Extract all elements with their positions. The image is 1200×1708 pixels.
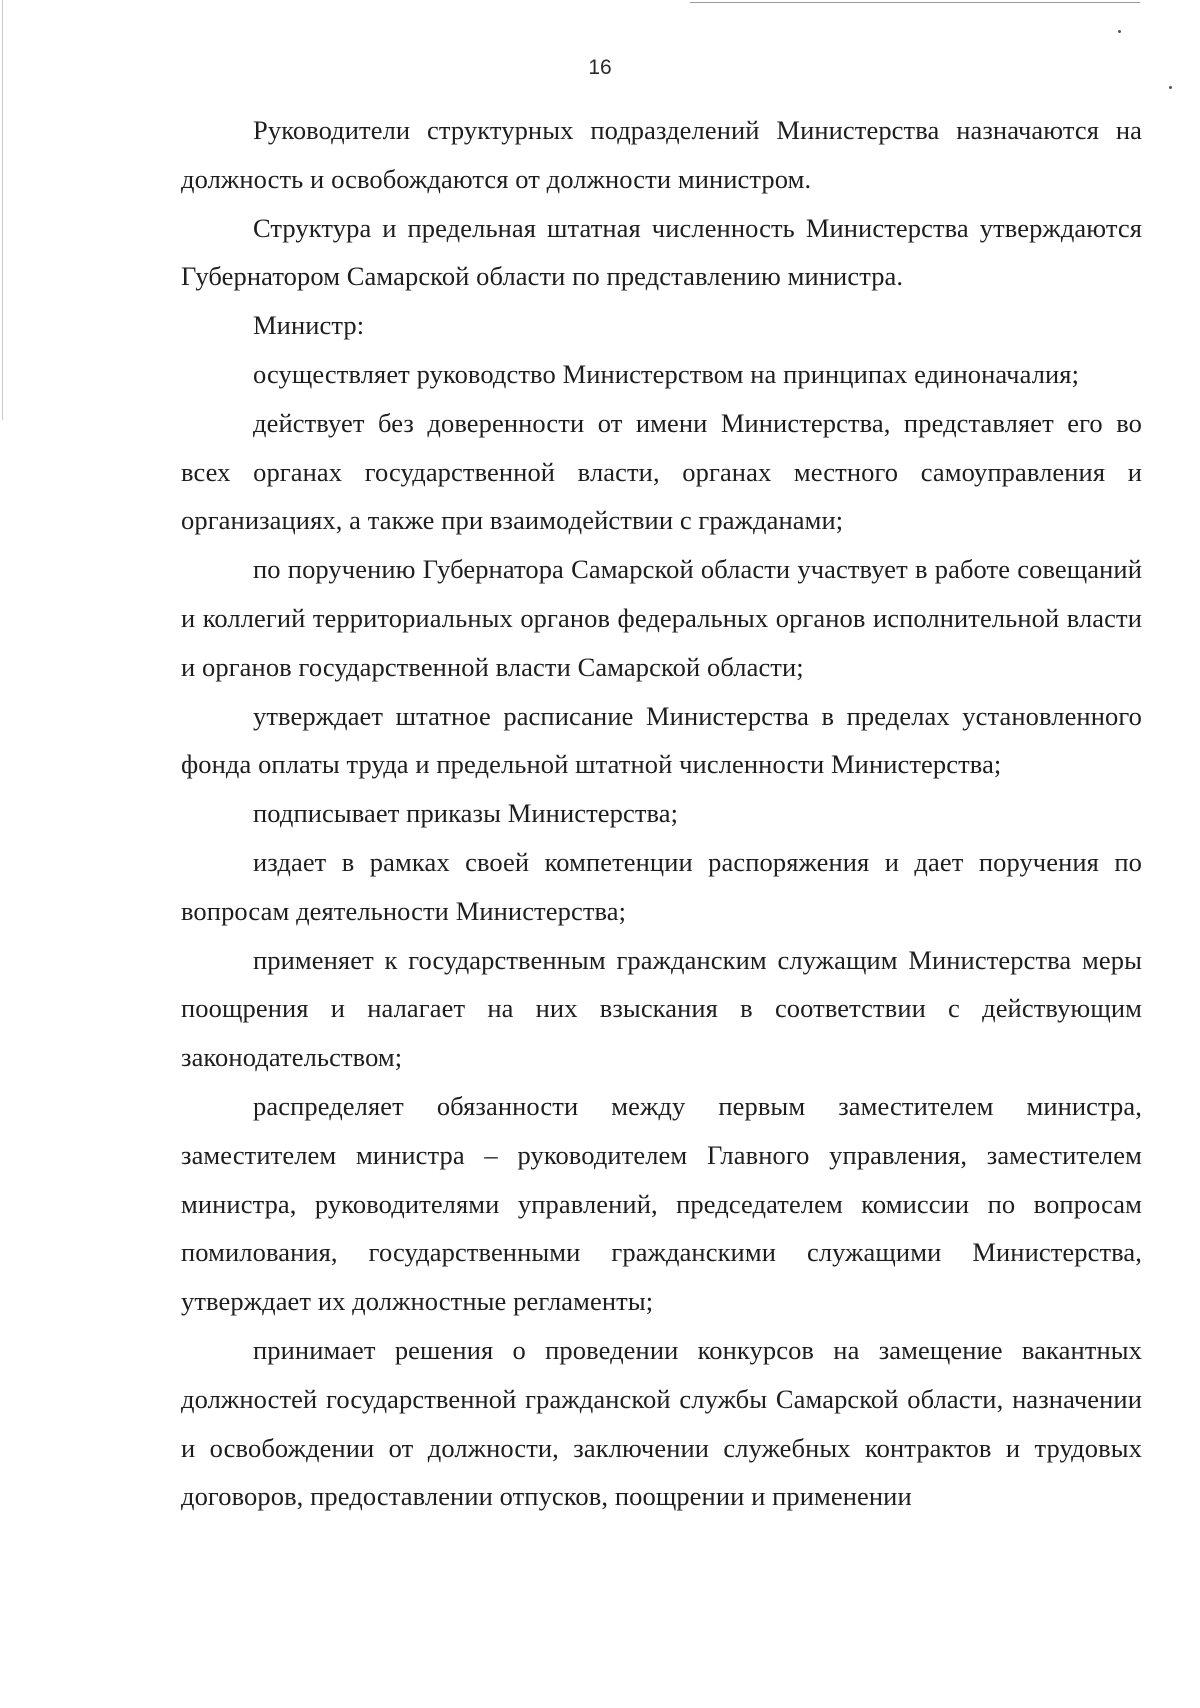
paragraph: Структура и предельная штатная численность Министерства утверждаются Губернатором Самарской области по представлению министра. [181,212,1142,292]
document-body [181,106,1142,1521]
paragraph: издает в рамках своей компетенции распоряжения и дает поручения по вопросам деятельности Министерства; [181,846,1142,926]
paragraph: подписывает приказы Министерства; [253,798,679,829]
scan-dot [1169,86,1172,89]
paragraph: Министр: [253,310,365,341]
paragraph: принимает решения о проведении конкурсов на замещение вакантных должностей государственной гражданской службы Самарской области, назначении и освобождении от должности, заключении служебных контрактов и трудовых договоров, предоставлении отпусков, поощрении и применении [181,1334,1142,1512]
paragraph: действует без доверенности от имени Министерства, представляет его во всех органах государственной власти, органах местного самоуправления и организациях, а также при взаимодействии с гражданами; [181,407,1142,536]
paragraph: применяет к государственным гражданским служащим Министерства меры поощрения и налагает на них взыскания в соответствии с действующим законодательством; [181,944,1142,1073]
scan-dot [1118,30,1121,33]
page-number: 16 [588,56,612,79]
paragraph: утверждает штатное расписание Министерства в пределах установленного фонда оплаты труда и предельной штатной численности Министерства; [181,700,1142,780]
scan-top-rule [690,2,1140,3]
paragraph: по поручению Губернатора Самарской области участвует в работе совещаний и коллегий территориальных органов федеральных органов исполнительной власти и органов государственной власти Самарской области; [181,554,1142,682]
paragraph: распределяет обязанности между первым заместителем министра, заместителем министра – руководителем Главного управления, заместителем министра, руководителями управлений, председателем комиссии по вопросам помилования, государственными гражданскими служащими Министерства, утверждает их должностные регламенты; [181,1090,1142,1317]
paragraph: осуществляет руководство Министерством на принципах единоначалия; [253,358,1080,389]
paragraph: Руководители структурных подразделений Министерства назначаются на должность и освобождаются от должности министром. [181,115,1142,194]
